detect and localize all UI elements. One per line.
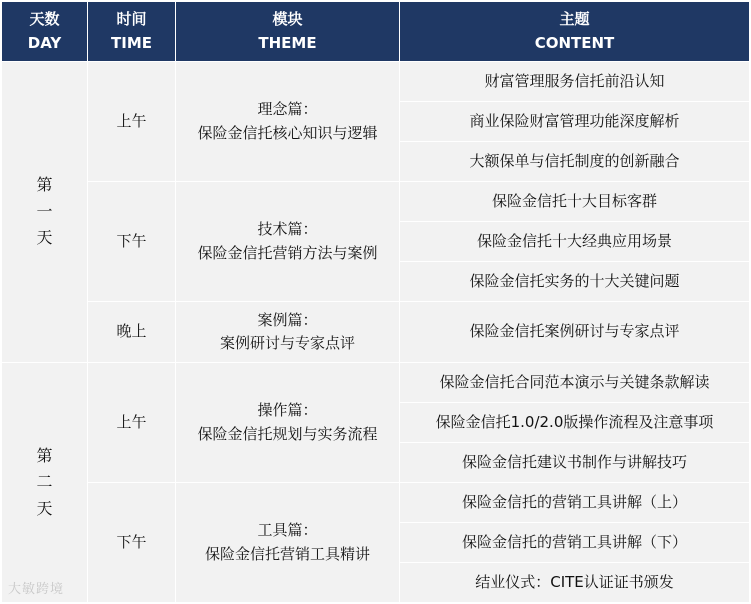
theme-subtitle: 案例研讨与专家点评 [219,334,355,352]
day-label-char: 天 [36,498,53,518]
header-theme-en: THEME [258,33,317,52]
header-day-en: DAY [27,33,62,52]
table-row [2,363,750,403]
table-row [2,62,750,102]
time-cell: 下午 [88,483,176,603]
time-cell: 下午 [88,182,176,302]
day-label-char: 第 [36,445,53,465]
day-cell-1 [2,62,88,363]
theme-title: 案例篇： [257,310,318,329]
theme-title: 操作篇： [257,401,318,420]
header-day-cn: 天数 [29,10,60,29]
topic-cell: 商业保险财富管理功能深度解析 [400,102,750,142]
theme-subtitle: 保险金信托规划与实务流程 [197,424,378,443]
theme-subtitle: 保险金信托营销工具精讲 [204,544,370,563]
topic-cell: 财富管理服务信托前沿认知 [400,62,750,102]
header-row [2,2,750,62]
time-cell: 晚上 [88,302,176,363]
day-label-char: 二 [36,472,53,492]
theme-cell [176,363,400,483]
header-time-en: TIME [111,33,152,52]
topic-cell: 结业仪式：CITE认证证书颁发 [400,563,750,603]
day-label-char: 天 [36,228,53,248]
topic-cell: 保险金信托的营销工具讲解（上） [400,483,750,523]
header-time [88,2,176,62]
topic-cell: 保险金信托十大目标客群 [400,182,750,222]
table-row [2,182,750,222]
topic-cell: 保险金信托十大经典应用场景 [400,222,750,262]
theme-subtitle: 保险金信托核心知识与逻辑 [197,123,378,142]
topic-cell: 保险金信托的营销工具讲解（下） [400,523,750,563]
theme-cell [176,182,400,302]
header-content-en: CONTENT [534,33,615,52]
header-day [2,2,88,62]
time-cell: 上午 [88,363,176,483]
header-content-cn: 主题 [559,10,590,29]
theme-title: 技术篇： [257,220,318,239]
theme-title: 理念篇： [257,100,318,119]
day-cell-2 [2,363,88,603]
theme-cell [176,483,400,603]
header-theme-cn: 模块 [272,10,303,29]
theme-subtitle: 保险金信托营销方法与案例 [197,243,378,262]
schedule-table [1,1,750,603]
theme-title: 工具篇： [257,521,318,540]
time-cell: 上午 [88,62,176,182]
theme-cell [176,302,400,363]
table-row [2,483,750,523]
day-label-char: 一 [36,201,53,221]
topic-cell: 大额保单与信托制度的创新融合 [400,142,750,182]
topic-cell: 保险金信托建议书制作与讲解技巧 [400,443,750,483]
header-theme [176,2,400,62]
topic-cell: 保险金信托1.0/2.0版操作流程及注意事项 [400,403,750,443]
table-row [2,302,750,363]
watermark-logo: 大敏跨境 [8,582,65,597]
day-label-char: 第 [36,175,53,195]
header-content [400,2,750,62]
topic-cell: 保险金信托合同范本演示与关键条款解读 [400,363,750,403]
topic-cell: 保险金信托案例研讨与专家点评 [400,302,750,363]
theme-cell [176,62,400,182]
topic-cell: 保险金信托实务的十大关键问题 [400,262,750,302]
header-time-cn: 时间 [116,10,147,29]
